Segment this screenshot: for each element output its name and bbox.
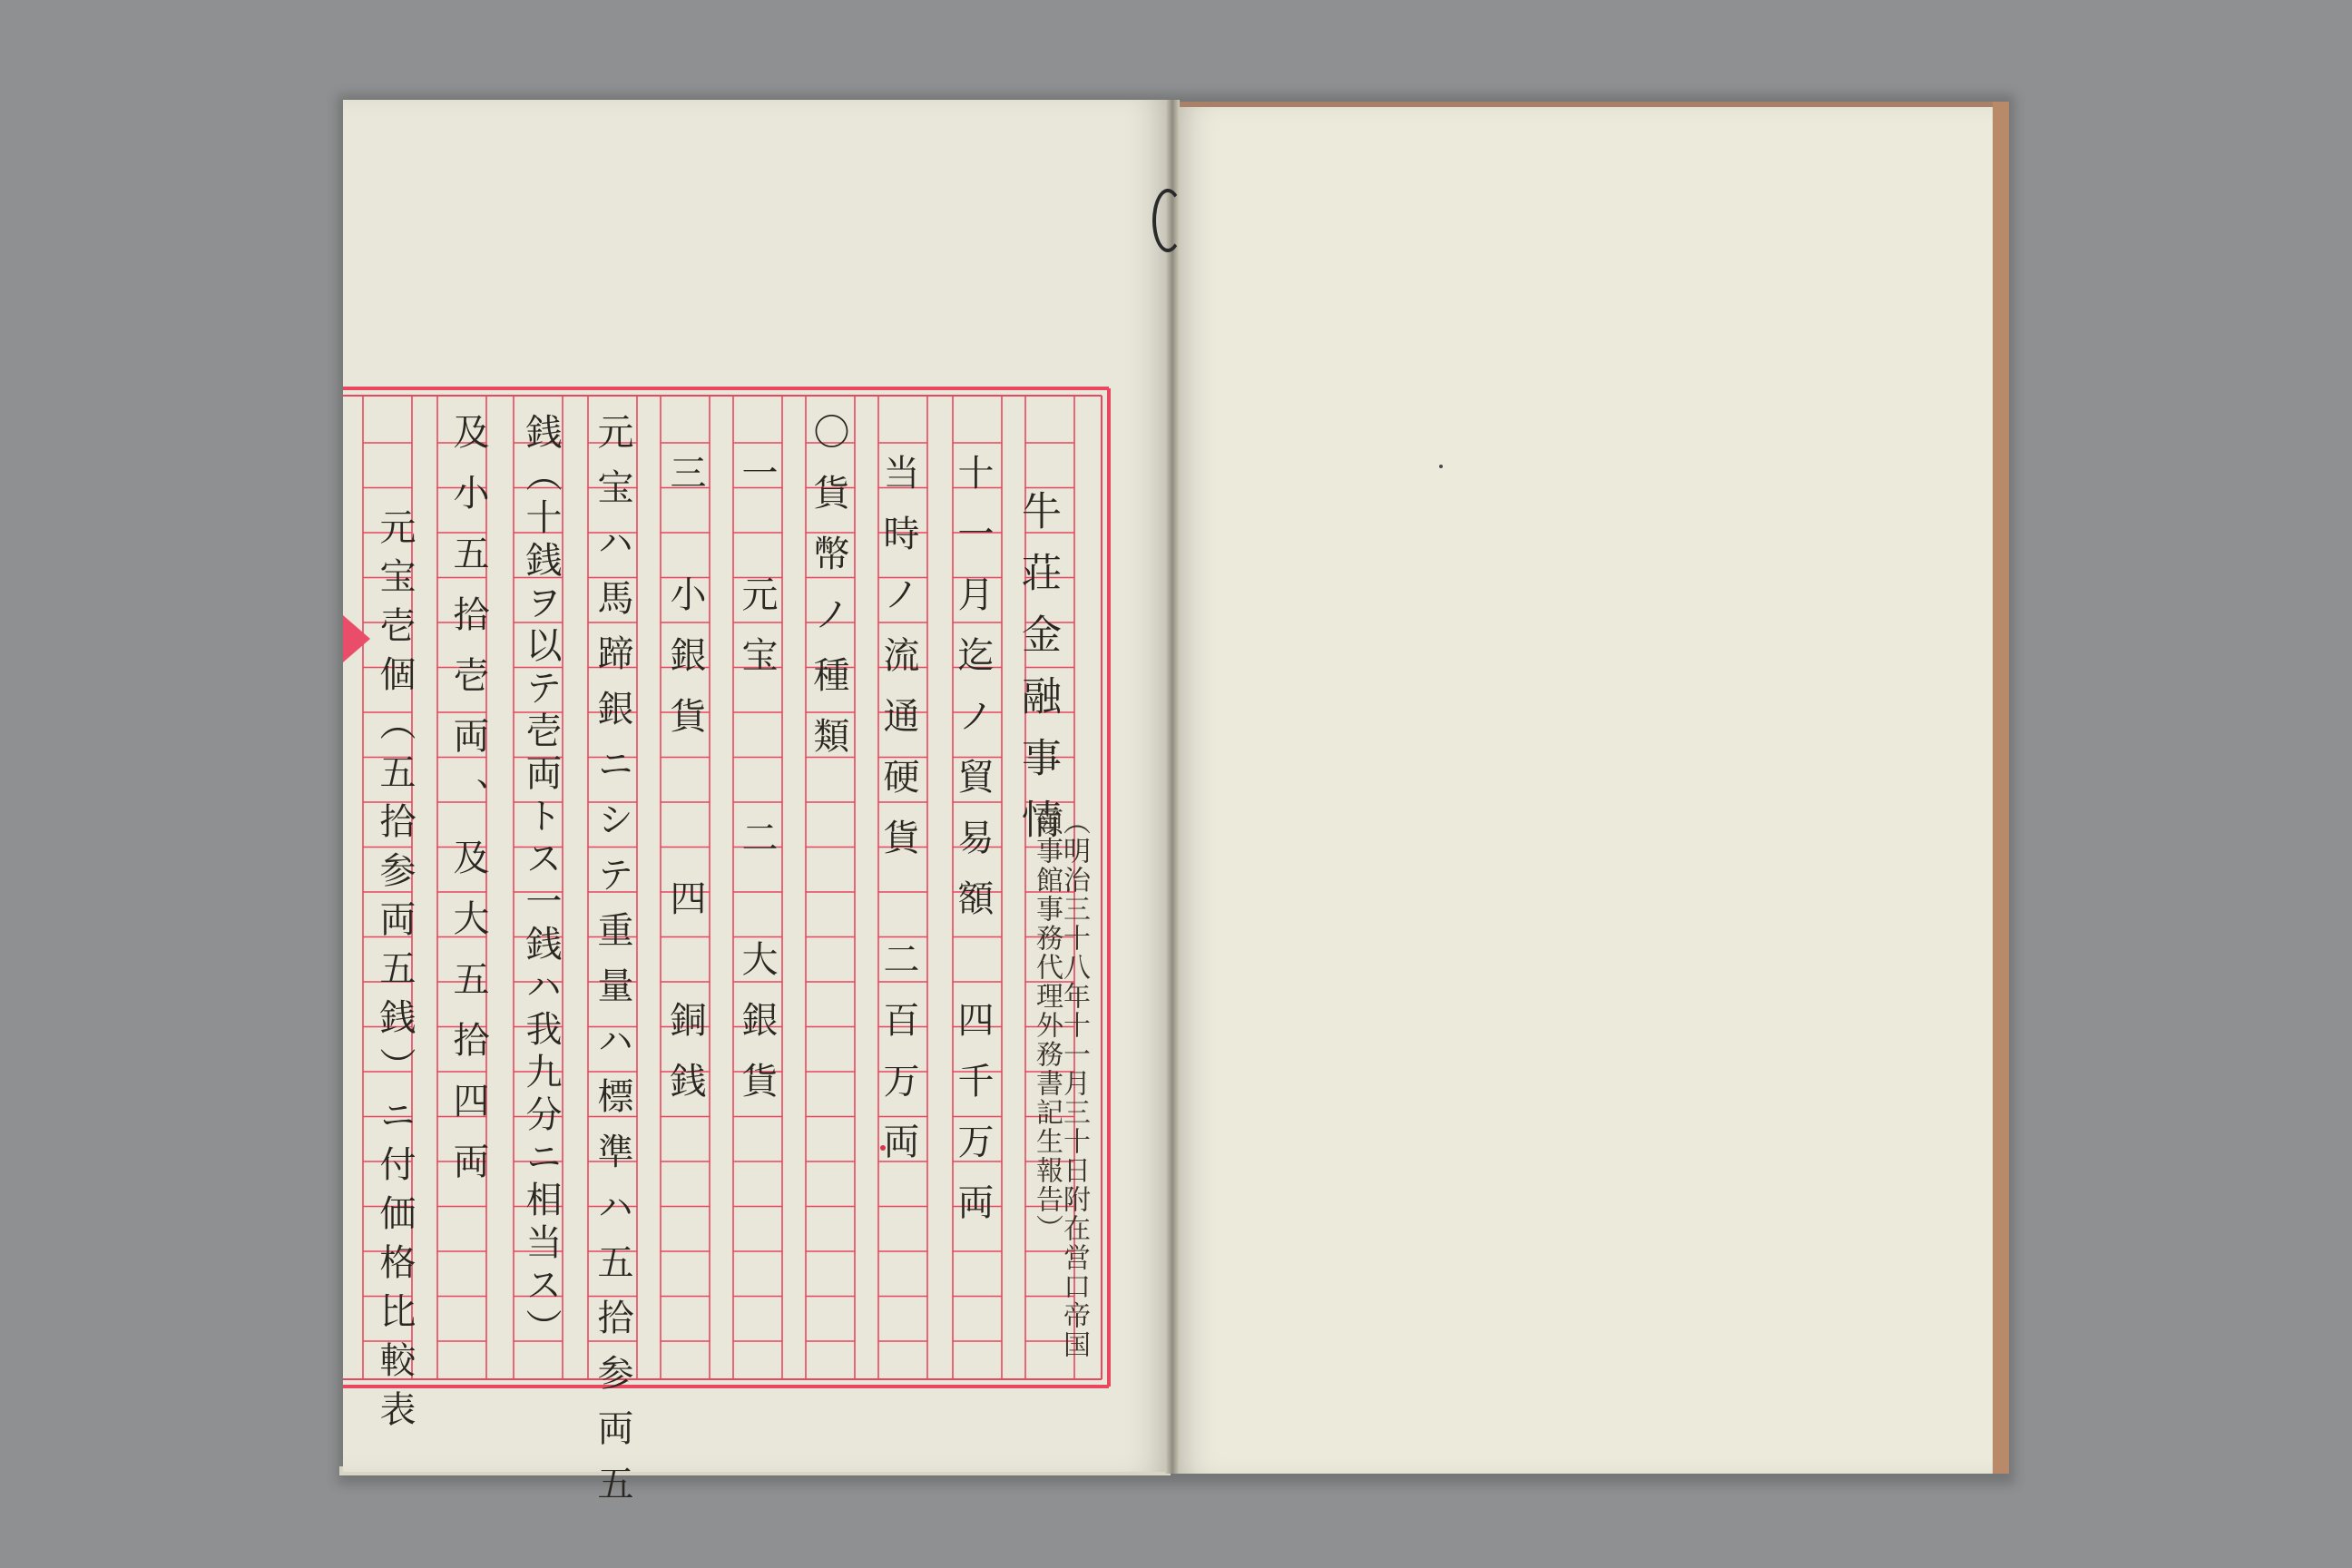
text-line-7: 銭（十銭ヲ以テ壱両トス一銭ハ我九分ニ相当ス） xyxy=(520,413,562,1351)
title-note: （明治三十八年十一月三十日附在営口帝国領事館事務代理外務書記生報告） xyxy=(1031,808,1090,1359)
text-line-3: 〇貨幣ノ種類 xyxy=(808,413,849,778)
red-tab-marker xyxy=(343,615,370,662)
text-line-5: 三 小銀貨 四 銅銭 xyxy=(664,454,706,1122)
text-line-1: 十一月迄ノ貿易額 四千万両 xyxy=(952,454,994,1244)
text-line-9: 元宝壱個（五拾参両五銭）ニ付価格比較表 xyxy=(374,508,416,1439)
text-line-4: 一 元宝 二 大銀貨 xyxy=(736,454,778,1122)
document-title: 牛荘金融事情 xyxy=(1014,490,1061,860)
text-line-8: 及小五拾壱両、及大五拾四両 xyxy=(447,413,489,1203)
ink-speck xyxy=(1439,465,1443,468)
text-line-2: 当時ノ流通硬貨 二百万両 xyxy=(877,454,919,1183)
text-line-6: 元宝ハ馬蹄銀ニシテ重量ハ標準ハ五拾参両五 xyxy=(592,413,633,1520)
